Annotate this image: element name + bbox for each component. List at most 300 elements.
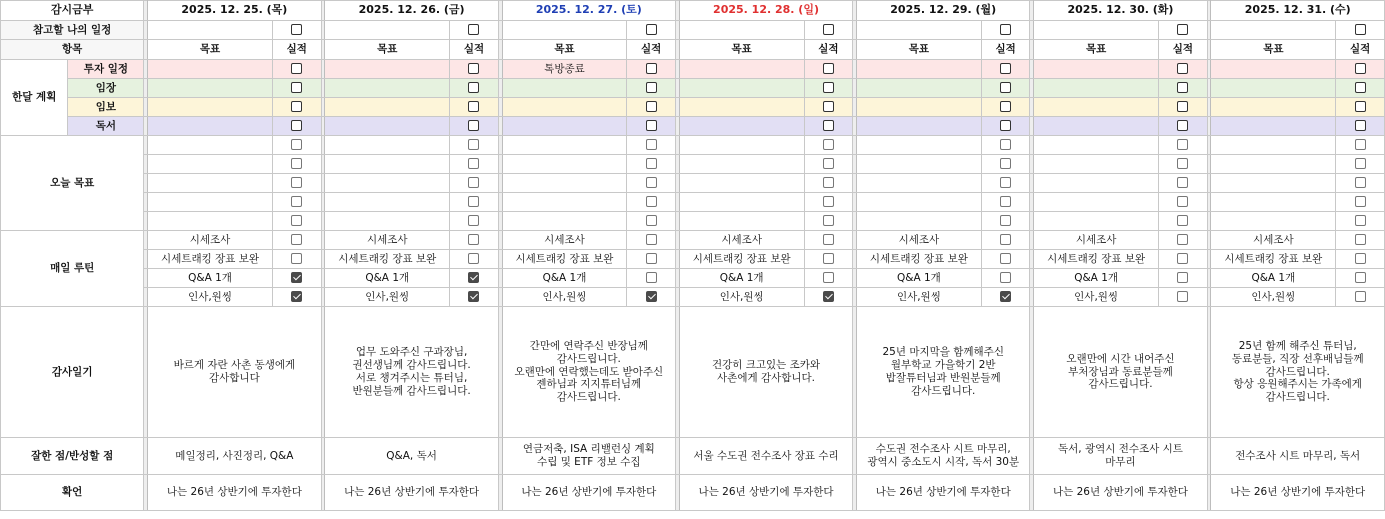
today-goal-check xyxy=(1336,193,1385,212)
checkbox-icon[interactable] xyxy=(1355,291,1366,302)
today-goal-cell[interactable] xyxy=(325,193,450,212)
ref-schedule-check xyxy=(627,21,676,40)
today-goal-check xyxy=(272,155,321,174)
routine-result-check xyxy=(1159,288,1208,307)
today-goal-cell[interactable] xyxy=(1211,174,1336,193)
routine-item-label: 인사,원씽 xyxy=(1211,288,1336,307)
checkbox-icon[interactable] xyxy=(468,82,479,93)
ref-schedule-cell[interactable] xyxy=(679,21,804,40)
checkbox-icon[interactable] xyxy=(1000,24,1011,35)
ref-schedule-check xyxy=(981,21,1030,40)
today-goal-check xyxy=(981,212,1030,231)
checkbox-icon[interactable] xyxy=(291,196,302,207)
today-goal-cell[interactable] xyxy=(679,174,804,193)
today-goal-cell[interactable] xyxy=(148,155,273,174)
day-header-date: 2025. 12. 25. (목) xyxy=(148,1,321,21)
checkbox-icon[interactable] xyxy=(823,253,834,264)
today-goal-cell[interactable] xyxy=(1034,155,1159,174)
today-goal-cell[interactable] xyxy=(502,212,627,231)
checkbox-icon[interactable] xyxy=(468,158,479,169)
review-cell[interactable]: 전수조사 시트 마무리, 독서 xyxy=(1211,438,1385,475)
checkbox-icon[interactable] xyxy=(1355,177,1366,188)
today-goal-cell[interactable] xyxy=(1034,174,1159,193)
today-goal-cell[interactable] xyxy=(679,155,804,174)
checkbox-icon[interactable] xyxy=(468,196,479,207)
today-goal-cell[interactable] xyxy=(502,174,627,193)
row-label-today-goal: 오늘 목표 xyxy=(1,136,144,231)
today-goal-cell[interactable] xyxy=(1211,193,1336,212)
checkbox-icon[interactable] xyxy=(291,120,302,131)
row-label-monthly-plan: 한달 계획 xyxy=(1,60,68,136)
checkbox-icon[interactable] xyxy=(1177,139,1188,150)
today-goal-check xyxy=(1159,174,1208,193)
routine-item-label: 시세트래킹 장표 보완 xyxy=(502,250,627,269)
checkbox-icon[interactable] xyxy=(646,120,657,131)
checkbox-icon[interactable] xyxy=(1177,63,1188,74)
reading-result-check xyxy=(627,117,676,136)
checkbox-icon[interactable] xyxy=(1355,82,1366,93)
checkbox-icon[interactable] xyxy=(1355,139,1366,150)
checkbox-icon[interactable] xyxy=(646,215,657,226)
review-cell[interactable]: 메일정리, 사진정리, Q&A xyxy=(148,438,321,475)
invest-schedule-goal-cell[interactable]: 톡방종료 xyxy=(502,60,627,79)
checkbox-icon[interactable] xyxy=(1177,120,1188,131)
imbo-result-check xyxy=(627,98,676,117)
column-header-result: 실적 xyxy=(1159,40,1208,60)
invest-schedule-result-check xyxy=(627,60,676,79)
checkbox-icon[interactable] xyxy=(291,215,302,226)
imjang-result-check xyxy=(804,79,853,98)
imjang-goal-cell[interactable] xyxy=(1034,79,1159,98)
today-goal-cell[interactable] xyxy=(148,174,273,193)
today-goal-check xyxy=(450,174,499,193)
checkbox-icon[interactable] xyxy=(1000,196,1011,207)
routine-item-label: 시세조사 xyxy=(148,231,273,250)
checkbox-icon[interactable] xyxy=(468,63,479,74)
reading-result-check xyxy=(450,117,499,136)
checkbox-icon[interactable] xyxy=(1000,101,1011,112)
checked-checkbox-icon[interactable] xyxy=(646,291,657,302)
checkbox-icon[interactable] xyxy=(646,272,657,283)
checkbox-icon[interactable] xyxy=(1000,234,1011,245)
ref-schedule-check xyxy=(450,21,499,40)
routine-result-check xyxy=(1159,231,1208,250)
checkbox-icon[interactable] xyxy=(468,234,479,245)
checkbox-icon[interactable] xyxy=(291,24,302,35)
routine-item-label: 인사,원씽 xyxy=(679,288,804,307)
today-goal-check xyxy=(627,212,676,231)
reading-goal-cell[interactable] xyxy=(1034,117,1159,136)
affirmation-cell[interactable]: 나는 26년 상반기에 투자한다 xyxy=(1034,475,1207,511)
today-goal-check xyxy=(627,155,676,174)
imbo-goal-cell[interactable] xyxy=(325,98,450,117)
affirmation-cell[interactable]: 나는 26년 상반기에 투자한다 xyxy=(679,475,852,511)
checkbox-icon[interactable] xyxy=(291,63,302,74)
today-goal-check xyxy=(804,136,853,155)
today-goal-check xyxy=(804,212,853,231)
gratitude-cell[interactable]: 25년 마지막을 함께해주신 월부학교 가을학기 2반 밥잘튜터님과 반원분들께 감사드립니다. xyxy=(857,307,1030,438)
invest-schedule-goal-cell[interactable] xyxy=(325,60,450,79)
today-goal-check xyxy=(1159,136,1208,155)
checkbox-icon[interactable] xyxy=(291,82,302,93)
checkbox-icon[interactable] xyxy=(468,101,479,112)
checkbox-icon[interactable] xyxy=(823,139,834,150)
routine-result-check xyxy=(627,250,676,269)
reading-result-check xyxy=(1336,117,1385,136)
sheet-row xyxy=(1,288,1385,307)
row-label-reading: 독서 xyxy=(68,117,144,136)
routine-result-check xyxy=(1336,250,1385,269)
reading-goal-cell[interactable] xyxy=(857,117,982,136)
invest-schedule-goal-cell[interactable] xyxy=(1034,60,1159,79)
checkbox-icon[interactable] xyxy=(1355,253,1366,264)
sheet-row xyxy=(1,21,1385,40)
checkbox-icon[interactable] xyxy=(1355,158,1366,169)
sheet-row xyxy=(1,117,1385,136)
today-goal-cell[interactable] xyxy=(148,193,273,212)
checkbox-icon[interactable] xyxy=(1177,291,1188,302)
checkbox-icon[interactable] xyxy=(1177,272,1188,283)
routine-item-label: 인사,원씽 xyxy=(325,288,450,307)
checked-checkbox-icon[interactable] xyxy=(468,272,479,283)
routine-item-label: Q&A 1개 xyxy=(679,269,804,288)
checkbox-icon[interactable] xyxy=(646,101,657,112)
affirmation-cell[interactable]: 나는 26년 상반기에 투자한다 xyxy=(325,475,498,511)
checkbox-icon[interactable] xyxy=(1355,272,1366,283)
imjang-goal-cell[interactable] xyxy=(148,79,273,98)
imjang-result-check xyxy=(1159,79,1208,98)
sheet-title: 감시금부 xyxy=(1,1,144,21)
routine-item-label: 시세조사 xyxy=(502,231,627,250)
ref-schedule-cell[interactable] xyxy=(325,21,450,40)
day-header-date: 2025. 12. 30. (화) xyxy=(1034,1,1207,21)
checkbox-icon[interactable] xyxy=(1000,215,1011,226)
invest-schedule-goal-cell[interactable] xyxy=(679,60,804,79)
today-goal-cell[interactable] xyxy=(1211,155,1336,174)
routine-result-check xyxy=(272,269,321,288)
today-goal-check xyxy=(981,193,1030,212)
affirmation-cell[interactable]: 나는 26년 상반기에 투자한다 xyxy=(1211,475,1385,511)
routine-result-check xyxy=(981,288,1030,307)
today-goal-cell[interactable] xyxy=(325,136,450,155)
ref-schedule-check xyxy=(804,21,853,40)
today-goal-cell[interactable] xyxy=(148,212,273,231)
checkbox-icon[interactable] xyxy=(1177,82,1188,93)
checked-checkbox-icon[interactable] xyxy=(1000,291,1011,302)
today-goal-cell[interactable] xyxy=(857,193,982,212)
checkbox-icon[interactable] xyxy=(823,82,834,93)
routine-result-check xyxy=(1159,250,1208,269)
reading-goal-cell[interactable] xyxy=(325,117,450,136)
checkbox-icon[interactable] xyxy=(823,234,834,245)
review-cell[interactable]: 수도권 전수조사 시트 마무리, 광역시 중소도시 시작, 독서 30분 xyxy=(857,438,1030,475)
routine-item-label: 시세트래킹 장표 보완 xyxy=(1034,250,1159,269)
checkbox-icon[interactable] xyxy=(646,82,657,93)
today-goal-cell[interactable] xyxy=(679,212,804,231)
today-goal-check xyxy=(1336,212,1385,231)
imbo-result-check xyxy=(804,98,853,117)
row-label-imbo: 임보 xyxy=(68,98,144,117)
sheet-row xyxy=(1,79,1385,98)
imbo-goal-cell[interactable] xyxy=(857,98,982,117)
imbo-goal-cell[interactable] xyxy=(1034,98,1159,117)
ref-schedule-cell[interactable] xyxy=(1211,21,1336,40)
checkbox-icon[interactable] xyxy=(1000,272,1011,283)
checkbox-icon[interactable] xyxy=(823,196,834,207)
today-goal-cell[interactable] xyxy=(857,212,982,231)
today-goal-cell[interactable] xyxy=(502,193,627,212)
today-goal-cell[interactable] xyxy=(148,136,273,155)
today-goal-cell[interactable] xyxy=(1211,212,1336,231)
imbo-goal-cell[interactable] xyxy=(502,98,627,117)
today-goal-cell[interactable] xyxy=(1034,136,1159,155)
checkbox-icon[interactable] xyxy=(468,253,479,264)
reading-goal-cell[interactable] xyxy=(148,117,273,136)
routine-item-label: 시세트래킹 장표 보완 xyxy=(1211,250,1336,269)
column-header-goal: 목표 xyxy=(325,40,450,60)
routine-item-label: 시세조사 xyxy=(325,231,450,250)
checkbox-icon[interactable] xyxy=(468,177,479,188)
imbo-goal-cell[interactable] xyxy=(1211,98,1336,117)
checkbox-icon[interactable] xyxy=(646,177,657,188)
invest-schedule-goal-cell[interactable] xyxy=(857,60,982,79)
checkbox-icon[interactable] xyxy=(291,177,302,188)
checked-checkbox-icon[interactable] xyxy=(291,272,302,283)
checkbox-icon[interactable] xyxy=(646,63,657,74)
checkbox-icon[interactable] xyxy=(646,139,657,150)
sheet-row xyxy=(1,60,1385,79)
checkbox-icon[interactable] xyxy=(646,234,657,245)
today-goal-cell[interactable] xyxy=(1211,136,1336,155)
checkbox-icon[interactable] xyxy=(291,101,302,112)
checkbox-icon[interactable] xyxy=(646,158,657,169)
row-label-review: 잘한 점/반성할 점 xyxy=(1,438,144,475)
checkbox-icon[interactable] xyxy=(1177,101,1188,112)
checkbox-icon[interactable] xyxy=(1177,215,1188,226)
today-goal-check xyxy=(804,193,853,212)
today-goal-check xyxy=(450,193,499,212)
day-header-date: 2025. 12. 26. (금) xyxy=(325,1,498,21)
routine-item-label: 시세조사 xyxy=(857,231,982,250)
today-goal-cell[interactable] xyxy=(502,155,627,174)
checkbox-icon[interactable] xyxy=(1000,158,1011,169)
routine-result-check xyxy=(804,250,853,269)
affirmation-cell[interactable]: 나는 26년 상반기에 투자한다 xyxy=(857,475,1030,511)
routine-result-check xyxy=(1336,231,1385,250)
imjang-goal-cell[interactable] xyxy=(502,79,627,98)
checkbox-icon[interactable] xyxy=(1355,196,1366,207)
today-goal-check xyxy=(627,136,676,155)
checkbox-icon[interactable] xyxy=(1355,101,1366,112)
column-header-result: 실적 xyxy=(804,40,853,60)
checkbox-icon[interactable] xyxy=(823,63,834,74)
checkbox-icon[interactable] xyxy=(1177,24,1188,35)
routine-item-label: 시세조사 xyxy=(1211,231,1336,250)
column-header-goal: 목표 xyxy=(1034,40,1159,60)
checkbox-icon[interactable] xyxy=(646,24,657,35)
today-goal-cell[interactable] xyxy=(325,155,450,174)
today-goal-check xyxy=(1336,174,1385,193)
column-header-result: 실적 xyxy=(627,40,676,60)
today-goal-cell[interactable] xyxy=(679,136,804,155)
sheet-row xyxy=(1,307,1385,438)
imjang-goal-cell[interactable] xyxy=(857,79,982,98)
checkbox-icon[interactable] xyxy=(823,101,834,112)
gratitude-cell[interactable]: 업무 도와주신 구과장님, 권선생님께 감사드립니다. 서로 챙겨주시는 튜터님, 반원분들께 감사드립니다. xyxy=(325,307,498,438)
imjang-result-check xyxy=(450,79,499,98)
routine-item-label: Q&A 1개 xyxy=(857,269,982,288)
row-label-gratitude: 감사일기 xyxy=(1,307,144,438)
checkbox-icon[interactable] xyxy=(646,196,657,207)
today-goal-check xyxy=(1159,155,1208,174)
ref-schedule-cell[interactable] xyxy=(857,21,982,40)
checkbox-icon[interactable] xyxy=(1355,215,1366,226)
routine-result-check xyxy=(804,231,853,250)
gratitude-cell[interactable]: 건강히 크고있는 조카와 사촌에게 감사합니다. xyxy=(679,307,852,438)
routine-result-check xyxy=(272,231,321,250)
sheet-row xyxy=(1,250,1385,269)
imbo-goal-cell[interactable] xyxy=(679,98,804,117)
affirmation-cell[interactable]: 나는 26년 상반기에 투자한다 xyxy=(148,475,321,511)
today-goal-cell[interactable] xyxy=(325,212,450,231)
routine-result-check xyxy=(981,231,1030,250)
checkbox-icon[interactable] xyxy=(823,158,834,169)
column-header-goal: 목표 xyxy=(148,40,273,60)
invest-schedule-goal-cell[interactable] xyxy=(1211,60,1336,79)
day-header-date: 2025. 12. 31. (수) xyxy=(1211,1,1385,21)
checkbox-icon[interactable] xyxy=(1355,63,1366,74)
today-goal-cell[interactable] xyxy=(857,155,982,174)
routine-result-check xyxy=(627,269,676,288)
sheet-row xyxy=(1,231,1385,250)
ref-schedule-check xyxy=(1159,21,1208,40)
checkbox-icon[interactable] xyxy=(468,24,479,35)
routine-result-check xyxy=(1336,269,1385,288)
reading-goal-cell[interactable] xyxy=(679,117,804,136)
checkbox-icon[interactable] xyxy=(1355,120,1366,131)
checkbox-icon[interactable] xyxy=(1177,196,1188,207)
review-cell[interactable]: 독서, 광역시 전수조사 시트 마무리 xyxy=(1034,438,1207,475)
column-header-goal: 목표 xyxy=(857,40,982,60)
today-goal-cell[interactable] xyxy=(679,193,804,212)
checkbox-icon[interactable] xyxy=(823,120,834,131)
today-goal-check xyxy=(804,155,853,174)
today-goal-check xyxy=(981,136,1030,155)
checkbox-icon[interactable] xyxy=(1000,253,1011,264)
today-goal-check xyxy=(804,174,853,193)
checkbox-icon[interactable] xyxy=(468,139,479,150)
invest-schedule-result-check xyxy=(450,60,499,79)
sheet-row xyxy=(1,269,1385,288)
today-goal-check xyxy=(450,212,499,231)
reading-goal-cell[interactable] xyxy=(502,117,627,136)
invest-schedule-goal-cell[interactable] xyxy=(148,60,273,79)
routine-item-label: 시세조사 xyxy=(1034,231,1159,250)
checkbox-icon[interactable] xyxy=(823,215,834,226)
checkbox-icon[interactable] xyxy=(468,215,479,226)
routine-item-label: 시세트래킹 장표 보완 xyxy=(325,250,450,269)
checkbox-icon[interactable] xyxy=(1177,234,1188,245)
checked-checkbox-icon[interactable] xyxy=(823,291,834,302)
imjang-goal-cell[interactable] xyxy=(679,79,804,98)
sheet-row xyxy=(1,155,1385,174)
affirmation-cell[interactable]: 나는 26년 상반기에 투자한다 xyxy=(502,475,675,511)
review-cell[interactable]: 서울 수도권 전수조사 장표 수리 xyxy=(679,438,852,475)
routine-item-label: Q&A 1개 xyxy=(1211,269,1336,288)
gratitude-cell[interactable]: 25년 함께 해주신 튜터님, 동료분들, 직장 선후배님들께 감사드립니다. 항상 응원해주시는 가족에게 감사드립니다. xyxy=(1211,307,1385,438)
column-header-result: 실적 xyxy=(272,40,321,60)
checked-checkbox-icon[interactable] xyxy=(468,291,479,302)
imbo-goal-cell[interactable] xyxy=(148,98,273,117)
checkbox-icon[interactable] xyxy=(1000,120,1011,131)
checkbox-icon[interactable] xyxy=(1000,139,1011,150)
checkbox-icon[interactable] xyxy=(1177,158,1188,169)
checkbox-icon[interactable] xyxy=(468,120,479,131)
checkbox-icon[interactable] xyxy=(291,158,302,169)
row-label-affirmation: 확언 xyxy=(1,475,144,511)
reading-result-check xyxy=(804,117,853,136)
ref-schedule-cell[interactable] xyxy=(1034,21,1159,40)
routine-result-check xyxy=(450,288,499,307)
routine-result-check xyxy=(804,269,853,288)
gratitude-cell[interactable]: 오랜만에 시간 내어주신 부처장님과 동료분들께 감사드립니다. xyxy=(1034,307,1207,438)
today-goal-cell[interactable] xyxy=(325,174,450,193)
today-goal-cell[interactable] xyxy=(1034,193,1159,212)
checkbox-icon[interactable] xyxy=(1355,234,1366,245)
ref-schedule-cell[interactable] xyxy=(148,21,273,40)
checkbox-icon[interactable] xyxy=(1000,177,1011,188)
routine-item-label: Q&A 1개 xyxy=(148,269,273,288)
review-cell[interactable]: 연금저축, ISA 리밸런싱 계획 수립 및 ETF 정보 수집 xyxy=(502,438,675,475)
checkbox-icon[interactable] xyxy=(823,24,834,35)
checkbox-icon[interactable] xyxy=(1000,82,1011,93)
invest-schedule-result-check xyxy=(272,60,321,79)
routine-item-label: 인사,원씽 xyxy=(1034,288,1159,307)
checkbox-icon[interactable] xyxy=(1355,24,1366,35)
today-goal-check xyxy=(627,193,676,212)
checkbox-icon[interactable] xyxy=(1177,253,1188,264)
today-goal-cell[interactable] xyxy=(857,174,982,193)
imjang-goal-cell[interactable] xyxy=(325,79,450,98)
today-goal-cell[interactable] xyxy=(857,136,982,155)
gratitude-cell[interactable]: 간만에 연락주신 반장님께 감사드립니다. 오랜만에 연락했는데도 받아주신 젠하님과 지지튜터님께 감사드립니다. xyxy=(502,307,675,438)
checkbox-icon[interactable] xyxy=(291,253,302,264)
imbo-result-check xyxy=(1159,98,1208,117)
review-cell[interactable]: Q&A, 독서 xyxy=(325,438,498,475)
today-goal-cell[interactable] xyxy=(1034,212,1159,231)
checked-checkbox-icon[interactable] xyxy=(291,291,302,302)
imjang-result-check xyxy=(1336,79,1385,98)
checkbox-icon[interactable] xyxy=(823,177,834,188)
checkbox-icon[interactable] xyxy=(1177,177,1188,188)
day-header-date: 2025. 12. 27. (토) xyxy=(502,1,675,21)
imjang-goal-cell[interactable] xyxy=(1211,79,1336,98)
checkbox-icon[interactable] xyxy=(1000,63,1011,74)
today-goal-cell[interactable] xyxy=(502,136,627,155)
checkbox-icon[interactable] xyxy=(291,234,302,245)
today-goal-check xyxy=(1336,155,1385,174)
invest-schedule-result-check xyxy=(804,60,853,79)
reading-goal-cell[interactable] xyxy=(1211,117,1336,136)
checkbox-icon[interactable] xyxy=(291,139,302,150)
routine-result-check xyxy=(1159,269,1208,288)
sheet-row xyxy=(1,98,1385,117)
today-goal-check xyxy=(981,174,1030,193)
checkbox-icon[interactable] xyxy=(823,272,834,283)
ref-schedule-cell[interactable] xyxy=(502,21,627,40)
checkbox-icon[interactable] xyxy=(646,253,657,264)
gratitude-cell[interactable]: 바르게 자란 사촌 동생에게 감사합니다 xyxy=(148,307,321,438)
